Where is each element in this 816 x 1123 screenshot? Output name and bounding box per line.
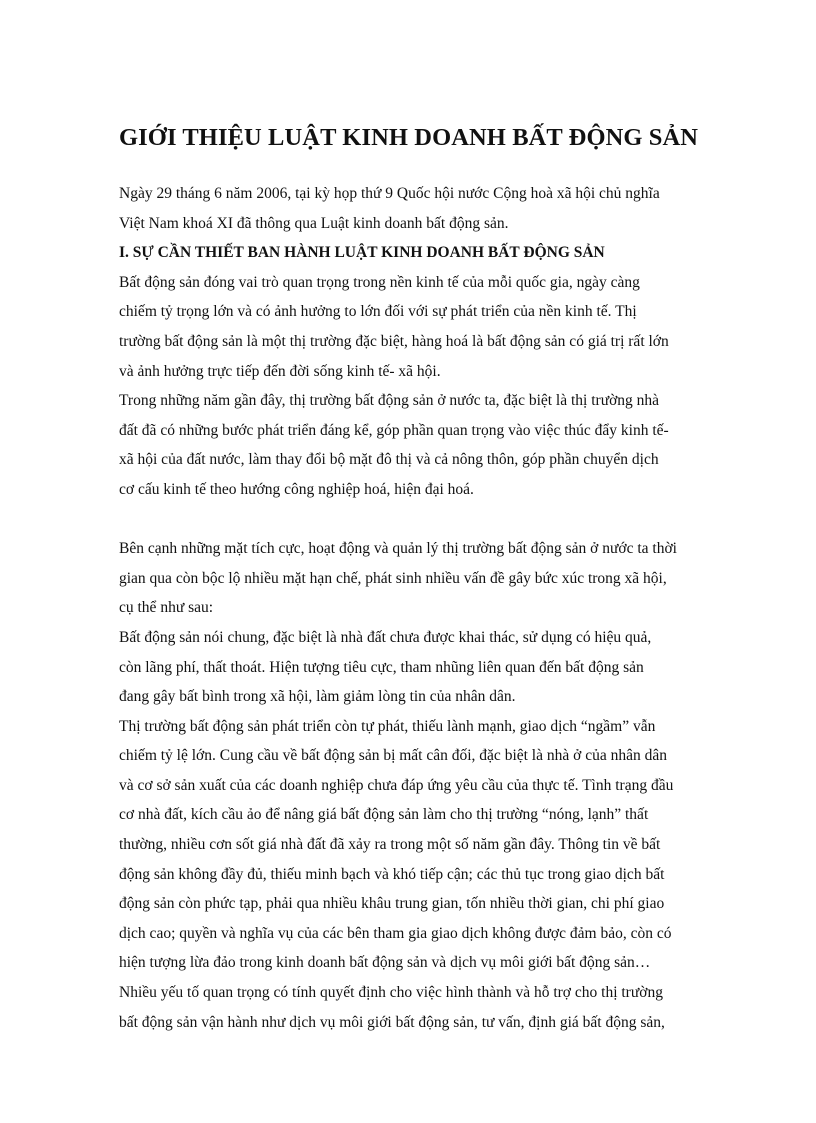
text-line: Trong những năm gần đây, thị trường bất động sản ở nước ta, đặc biệt là thị trường nhà bbox=[119, 392, 660, 410]
text-line: trường bất động sản là một thị trường đặc biệt, hàng hoá là bất động sản có giá trị rất lớn bbox=[119, 332, 669, 350]
section-heading: I. SỰ CẦN THIẾT BAN HÀNH LUẬT KINH DOANH BẤT ĐỘNG SẢN bbox=[119, 244, 605, 262]
text-line: gian qua còn bộc lộ nhiều mặt hạn chế, phát sinh nhiều vấn đề gây bức xúc trong xã hội, bbox=[119, 569, 667, 587]
text-line: xã hội của đất nước, làm thay đổi bộ mặt đô thị và cả nông thôn, góp phần chuyển dịch bbox=[119, 451, 659, 469]
text-line: thường, nhiều cơn sốt giá nhà đất đã xảy ra trong một số năm gần đây. Thông tin về bất bbox=[119, 836, 661, 854]
text-line: cơ nhà đất, kích cầu ảo để nâng giá bất động sản làm cho thị trường “nóng, lạnh” thất bbox=[119, 806, 649, 824]
paragraph bbox=[119, 978, 719, 1037]
document-title: GIỚI THIỆU LUẬT KINH DOANH BẤT ĐỘNG SẢN bbox=[119, 124, 699, 151]
text-line: động sản không đầy đủ, thiếu minh bạch và khó tiếp cận; các thủ tục trong giao dịch bất bbox=[119, 865, 665, 883]
paragraph-spacer bbox=[119, 505, 719, 535]
paragraph bbox=[119, 386, 719, 504]
text-line: Việt Nam khoá XI đã thông qua Luật kinh doanh bất động sản. bbox=[119, 214, 509, 232]
text-line: cơ cấu kinh tế theo hướng công nghiệp hoá, hiện đại hoá. bbox=[119, 480, 474, 498]
paragraph bbox=[119, 534, 719, 623]
text-line: còn lãng phí, thất thoát. Hiện tượng tiêu cực, tham nhũng liên quan đến bất động sản bbox=[119, 658, 644, 676]
text-line: đất đã có những bước phát triển đáng kể, góp phần quan trọng vào việc thúc đẩy kinh tế- bbox=[119, 421, 669, 439]
text-line: cụ thể như sau: bbox=[119, 599, 214, 617]
text-line: đang gây bất bình trong xã hội, làm giảm lòng tin của nhân dân. bbox=[119, 688, 516, 706]
text-line: Ngày 29 tháng 6 năm 2006, tại kỳ họp thứ 9 Quốc hội nước Cộng hoà xã hội chủ nghĩa bbox=[119, 185, 660, 202]
text-line: và ảnh hưởng trực tiếp đến đời sống kinh tế- xã hội. bbox=[119, 362, 441, 380]
text-line: dịch cao; quyền và nghĩa vụ của các bên tham gia giao dịch không được đảm bảo, còn có bbox=[119, 924, 672, 942]
document-body bbox=[119, 179, 719, 1037]
paragraph bbox=[119, 623, 719, 712]
text-line: và cơ sở sản xuất của các doanh nghiệp chưa đáp ứng yêu cầu của thực tế. Tình trạng đầu bbox=[119, 776, 674, 794]
text-line: động sản còn phức tạp, phải qua nhiều khâu trung gian, tốn nhiều thời gian, chi phí giao bbox=[119, 895, 665, 913]
text-line: bất động sản vận hành như dịch vụ môi giới bất động sản, tư vấn, định giá bất động sản, bbox=[119, 1013, 665, 1031]
paragraph bbox=[119, 179, 719, 238]
text-line: chiếm tỷ trọng lớn và có ảnh hưởng to lớn đối với sự phát triển của nền kinh tế. Thị bbox=[119, 303, 637, 321]
text-line: chiếm tỷ lệ lớn. Cung cầu về bất động sản bị mất cân đối, đặc biệt là nhà ở của nhân dân bbox=[119, 747, 667, 765]
text-line: Thị trường bất động sản phát triển còn tự phát, thiếu lành mạnh, giao dịch “ngầm” vẫn bbox=[119, 717, 656, 735]
text-line: Bất động sản nói chung, đặc biệt là nhà đất chưa được khai thác, sử dụng có hiệu quả, bbox=[119, 628, 652, 646]
text-line: hiện tượng lừa đảo trong kinh doanh bất động sản và dịch vụ môi giới bất động sản… bbox=[119, 954, 651, 972]
text-line: Bên cạnh những mặt tích cực, hoạt động và quản lý thị trường bất động sản ở nước ta thời bbox=[119, 540, 677, 558]
text-line: Bất động sản đóng vai trò quan trọng trong nền kinh tế của mỗi quốc gia, ngày càng bbox=[119, 273, 640, 291]
paragraph bbox=[119, 268, 719, 386]
paragraph bbox=[119, 712, 719, 978]
text-line: Nhiều yếu tố quan trọng có tính quyết định cho việc hình thành và hỗ trợ cho thị trường bbox=[119, 984, 663, 1002]
